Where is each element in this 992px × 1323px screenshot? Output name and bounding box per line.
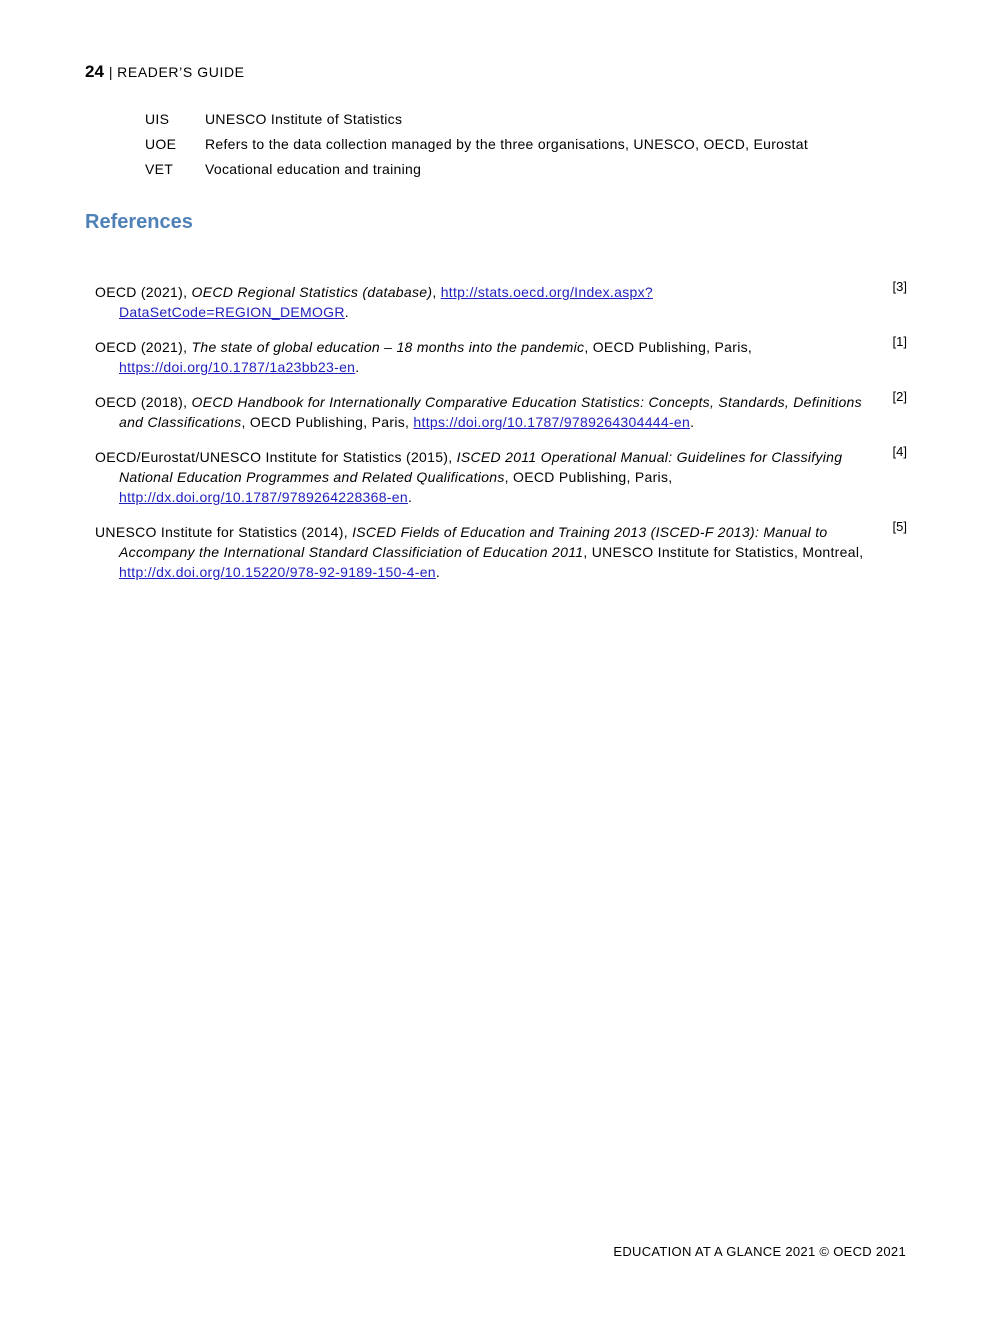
reference-publisher: , UNESCO Institute for Statistics, Montreal, <box>583 544 864 560</box>
reference-end: . <box>435 564 441 580</box>
references-heading: References <box>85 211 193 233</box>
abbreviation-code: UOE <box>145 136 177 152</box>
abbreviation-code: UIS <box>145 111 170 127</box>
reference-number: [2] <box>892 389 907 404</box>
header-separator: | <box>108 64 114 80</box>
reference-text <box>95 447 874 507</box>
reference-text <box>95 522 874 582</box>
page-number: 24 <box>85 62 104 81</box>
abbreviation-list <box>145 110 808 185</box>
reference-author: OECD/Eurostat/UNESCO Institute for Statistics (2015), <box>95 449 457 465</box>
reference-end: . <box>690 414 695 430</box>
reference-link[interactable]: http://dx.doi.org/10.15220/978-92-9189-150-4-en <box>119 564 436 580</box>
reference-end: . <box>355 359 360 375</box>
reference-author: OECD (2021), <box>95 284 192 300</box>
reference-item <box>95 444 910 507</box>
reference-author: OECD (2018), <box>95 394 192 410</box>
page-header <box>85 62 245 82</box>
reference-item <box>95 519 910 582</box>
reference-link[interactable]: http://dx.doi.org/10.1787/9789264228368-en <box>119 489 408 505</box>
reference-text <box>95 337 874 377</box>
abbreviation-text: UNESCO Institute of Statistics <box>205 111 403 127</box>
reference-link[interactable]: https://doi.org/10.1787/9789264304444-en <box>413 414 691 430</box>
reference-item <box>95 334 910 377</box>
reference-item <box>95 279 910 322</box>
reference-title: ISCED 2011 Operational Manual: Guidelines for Classifying National Education Programmes and Related Qualifications <box>119 449 843 485</box>
reference-number: [1] <box>892 334 907 349</box>
reference-text <box>95 282 874 322</box>
reference-end: . <box>407 489 413 505</box>
reference-number: [5] <box>892 519 907 534</box>
reference-link[interactable]: https://doi.org/10.1787/1a23bb23-en <box>119 359 356 375</box>
abbreviation-code: VET <box>145 161 174 177</box>
abbreviation-text: Refers to the data collection managed by the three organisations, UNESCO, OECD, Eurostat <box>205 136 809 152</box>
reference-text <box>95 392 874 432</box>
abbreviation-row <box>145 110 808 135</box>
reference-title: ISCED Fields of Education and Training 2013 (ISCED-F 2013): Manual to Accompany the International Standard Classificiation of Education 2011 <box>119 524 828 560</box>
reference-title: The state of global education – 18 months into the pandemic <box>191 339 585 355</box>
reference-number: [4] <box>892 444 907 459</box>
abbreviation-row <box>145 160 808 185</box>
reference-title: OECD Handbook for Internationally Comparative Education Statistics: Concepts, Standards, Definitions and Classifications <box>119 394 862 430</box>
reference-publisher: , <box>432 284 441 300</box>
reference-list <box>95 279 910 597</box>
section-title: READER’S GUIDE <box>117 64 245 80</box>
reference-author: UNESCO Institute for Statistics (2014), <box>95 524 353 540</box>
reference-author: OECD (2021), <box>95 339 192 355</box>
reference-item <box>95 389 910 432</box>
page-footer: EDUCATION AT A GLANCE 2021 © OECD 2021 <box>613 1244 906 1259</box>
reference-link[interactable]: http://stats.oecd.org/Index.aspx?DataSetCode=REGION_DEMOGR <box>119 284 653 320</box>
reference-publisher: , OECD Publishing, Paris, <box>504 469 673 485</box>
reference-publisher: , OECD Publishing, Paris, <box>241 414 414 430</box>
reference-publisher: , OECD Publishing, Paris, <box>584 339 753 355</box>
reference-title: OECD Regional Statistics (database) <box>191 284 433 300</box>
abbreviation-row <box>145 135 808 160</box>
reference-end: . <box>344 304 349 320</box>
abbreviation-text: Vocational education and training <box>205 161 422 177</box>
reference-number: [3] <box>892 279 907 294</box>
